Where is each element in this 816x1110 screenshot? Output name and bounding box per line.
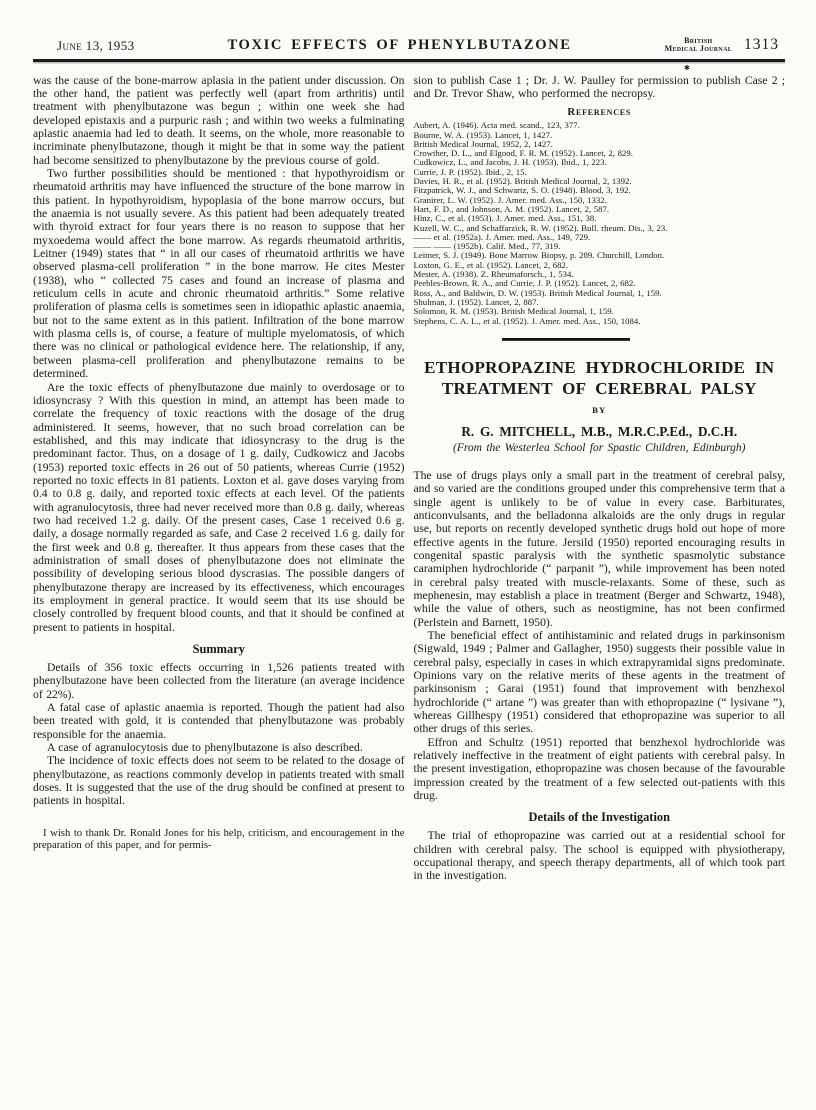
issue-date: June 13, 1953 — [57, 38, 135, 53]
running-title: TOXIC EFFECTS OF PHENYLBUTAZONE — [227, 37, 572, 53]
summary-paragraph: A fatal case of aplastic anaemia is reported. Though the patient had also been treated with gold, it is contended that phenylbutazone was probably responsible for the anaemia. — [33, 701, 405, 741]
left-column — [33, 74, 405, 883]
journal-name-block — [665, 36, 779, 54]
references-heading: References — [567, 106, 632, 119]
reference-item: Kuzell, W. C., and Schaffarzick, R. W. (1952). Bull. rheum. Dis., 3, 23. — [413, 222, 668, 233]
reference-item: —— —— (1952b). Calif. Med., 77, 319. — [413, 241, 561, 252]
summary-paragraph: Details of 356 toxic effects occurring in 1,526 patients treated with phenylbutazone have been collected from the literature (an average incidence of 22%). — [33, 661, 405, 701]
article-title-line2: TREATMENT OF CEREBRAL PALSY — [441, 379, 757, 399]
summary-paragraph: A case of agranulocytosis due to phenylbutazone is also described. — [47, 741, 363, 755]
reference-item: Hinz, C., et al. (1953). J. Amer. med. Ass., 151, 38. — [413, 213, 597, 224]
article-title-line1: ETHOPROPAZINE HYDROCHLORIDE IN — [424, 357, 775, 377]
article-body — [414, 469, 786, 883]
reference-item: Peebles-Brown, R. A., and Currie, J. P. (1952). Lancet, 2, 682. — [413, 278, 636, 289]
page-number: 1313 — [744, 36, 779, 53]
acknowledgment-continuation: sion to publish Case 1 ; Dr. J. W. Paulley for permission to publish Case 2 ; and Dr. Trevor Shaw, who performed the necropsy. — [413, 73, 785, 100]
reference-item: Currie, J. P. (1952). Ibid., 2, 15. — [413, 166, 527, 177]
journal-name-line1: British — [684, 36, 713, 45]
body-paragraph: Are the toxic effects of phenylbutazone due mainly to overdosage or to idiosyncrasy ? With this question in mind, an attempt has been made to correlate the frequency of toxic reactions with the dosage of the drug administered. It seems, however, that no such broad correlation can be established, and this may indicate that idiosyncrasy to the drug is the predominant factor. Thus, on a dosage of 1 g. daily, Cudkowicz and Jacobs (1953) reported toxic effects in 26 out of 50 patients, whereas Currie (1952) reported no toxic effects in 81 patients. Loxton et al. gave doses varying from 0.4 to 0.8 g. daily, and reported toxic effects at each level. Of the patients with agranulocytosis, three had never received more than 0.8 g. daily, whereas two had received 1.2 g. daily. Of the present cases, Case 1 received 0.6 g. daily, a dosage normally regarded as safe, and Case 2 received 1.6 g. daily for the first week and 0.8 g. thereafter. It thus appears from these cases that the administration of small doses of phenylbutazone does not eliminate the possibility of developing serious blood dyscrasias. The possible dangers of phenylbutazone therapy are increased by its effectiveness, which encourages its employment in general practice. It would seem that its use should be closely controlled by frequent blood counts, and that it should be confined at present to patients in hospital. — [33, 380, 405, 634]
right-column — [414, 74, 786, 883]
second-article — [414, 357, 786, 883]
body-paragraph: was the cause of the bone-marrow aplasia in the patient under discussion. On the other hand, the patient was perfectly well (apart from arthritis) until treatment with phenylbutazone was begun ; within one week she had developed epistaxis and a purpuric rash ; and within two weeks a fulminating aplastic anaemia had led to death. It seems, on the whole, more reasonable to incriminate phenylbutazone, though it might be that in some way the patient had become sensitized to phenylbutazone by the previous course of gold. — [33, 73, 405, 167]
author-affiliation: (From the Westerlea School for Spastic Children, Edinburgh) — [453, 441, 746, 454]
byline-label: BY — [592, 404, 607, 415]
investigation-heading: Details of the Investigation — [528, 810, 670, 825]
body-paragraph: Two further possibilities should be mentioned : that hypothyroidism or rheumatoid arthritis may have influenced the structure of the bone marrow in this patient. In hypothyroidism, hypoplasia of the bone marrow occurs, but the anaemia is not usually severe. As this patient had been adequately treated with thyroid extract for four years there is no reason to suppose that her myxoedema would affect the bone marrow. As regards rheumatoid arthritis, Leitner (1949) states that “ in all our cases of rheumatoid arthritis we have observed plasma-cell proliferation ” in the bone marrow. He cites Mester (1938), who “ collected 75 cases and found an increase of plasma and reticulum cells in acute and chronic rheumatoid arthritis.” Some relative proliferation of plasma cells is sometimes seen in idiopathic aplastic anaemia, but not to the same extent as in this patient. Infiltration of the bone marrow with plasma cells is, of course, a feature of multiple myelomatosis, of which there was no clinical or pathological evidence here. The relationship, if any, between plasma-cell proliferation and phenylbutazone remains to be determined. — [33, 167, 405, 381]
reference-item: Cudkowicz, L., and Jacobs, J. H. (1953). Ibid., 1, 223. — [413, 157, 607, 168]
body-paragraph: Effron and Schultz (1951) reported that benzhexol hydrochloride was relatively ineffective in the treatment of eight patients with cerebral palsy. In the present investigation, ethopropazine was chosen because of the favourable impression created by the treatment of a few selected out-patients with this drug. — [413, 735, 785, 803]
summary-heading: Summary — [192, 642, 245, 657]
reference-item: Stephens, C. A. L., et al. (1952). J. Amer. med. Ass., 150, 1084. — [413, 315, 641, 326]
article-title — [414, 357, 786, 400]
body-paragraph: The trial of ethopropazine was carried out at a residential school for children with cerebral palsy. The school is equipped with physiotherapy, occupational therapy, and speech therapy departments, all of which took part in the investigation. — [413, 829, 785, 883]
reference-item: Mester, A. (1938). Z. Rheumaforsch., 1, 534. — [413, 269, 574, 280]
reference-item: Granirer, L. W. (1952). J. Amer. med. Ass., 150, 1332. — [413, 194, 607, 205]
summary-paragraph: The incidence of toxic effects does not seem to be related to the dosage of phenylbutazone, as reactions commonly develop in patients treated with small doses. It is suggested that the use of the drug should be confined at present to patients in hospital. — [33, 754, 405, 808]
body-paragraph: The beneficial effect of antihistaminic and related drugs in parkinsonism (Sigwald, 1949 ; Palmer and Gallagher, 1950) suggests their possible value in cerebral palsy, especially in cases in which extrapyramidal signs predominate. Opinions vary on the relative merits of these agents in the treatment of parkinsonism ; Garai (1951) found that improvement with benzhexol hydrochloride (“ artane ”) was greater than with ethopropazine (“ lysivane ”), whereas Gillhespy (1951) considered that ethopropazine was superior to all other drugs of this series. — [413, 628, 785, 736]
reference-item: Crowther, D. L., and Elgood, F. R. M. (1952). Lancet, 2, 829. — [413, 148, 633, 159]
reference-item: Fitzpatrick, W. J., and Schwartz, S. O. (1948). Blood, 3, 192. — [413, 185, 631, 196]
body-paragraph: The use of drugs plays only a small part in the treatment of cerebral palsy, and so varied are the conditions grouped under this comprehensive term that a single agent is unlikely to be of value in every case. Barbiturates, anticonvulsants, and the belladonna alkaloids are the only drugs in regular use, but reports on recently developed synthetic drugs hold out hope of more effective agents in the future. Jersild (1950) reported encouraging results in congenital spastic paralysis with the synthetic spasmolytic substance caramiphen hydrochloride (“ parpanit ”), while improvement has been noted in cerebral palsy treated with muscle-relaxants. Some of these, such as mephenesin, may establish a place in treatment (Berger and Schwartz, 1948), while the value of others, such as neostigmine, has not been confirmed (Perlstein and Barnett, 1950). — [413, 468, 785, 629]
header-rule — [33, 59, 785, 62]
references-list — [414, 121, 786, 326]
article-separator-rule — [502, 338, 630, 341]
reference-item: Hart, F. D., and Johnson, A. M. (1952). Lancet, 2, 587. — [413, 203, 610, 214]
reference-item: —— et al. (1952a). J. Amer. med. Ass., 149, 729. — [413, 231, 591, 242]
two-column-layout — [33, 74, 785, 883]
reference-item: Solomon, R. M. (1953). British Medical Journal, 1, 159. — [413, 306, 614, 317]
author-name: R. G. MITCHELL, M.B., M.R.C.P.Ed., D.C.H. — [461, 423, 738, 439]
journal-name-line2: Medical Journal — [664, 44, 732, 53]
printers-ornament-mark: ✱ — [684, 64, 690, 72]
reference-item: Leitner, S. J. (1949). Bone Marrow Biopsy, p. 289. Churchill, London. — [413, 250, 665, 261]
acknowledgment-paragraph: I wish to thank Dr. Ronald Jones for his help, criticism, and encouragement in the preparation of this paper, and for permis- — [33, 826, 405, 852]
journal-name — [665, 37, 732, 53]
reference-item: Ross, A., and Baldwin, D. W. (1953). British Medical Journal, 1, 159. — [413, 287, 662, 298]
reference-item: Aubert, A. (1946). Acta med. scand., 123, 377. — [413, 120, 580, 131]
reference-item: Loxton, G. E., et al. (1952). Lancet, 2, 682. — [413, 259, 569, 270]
reference-item: Shulman, J. (1952). Lancet, 2, 887. — [413, 296, 539, 307]
reference-item: British Medical Journal, 1952, 2, 1427. — [413, 138, 553, 149]
reference-item: Bourne, W. A. (1953). Lancet, 1, 1427. — [413, 129, 553, 140]
reference-item: Davies, H. R., et al. (1952). British Medical Journal, 2, 1392. — [413, 176, 632, 187]
page-header — [33, 36, 785, 59]
